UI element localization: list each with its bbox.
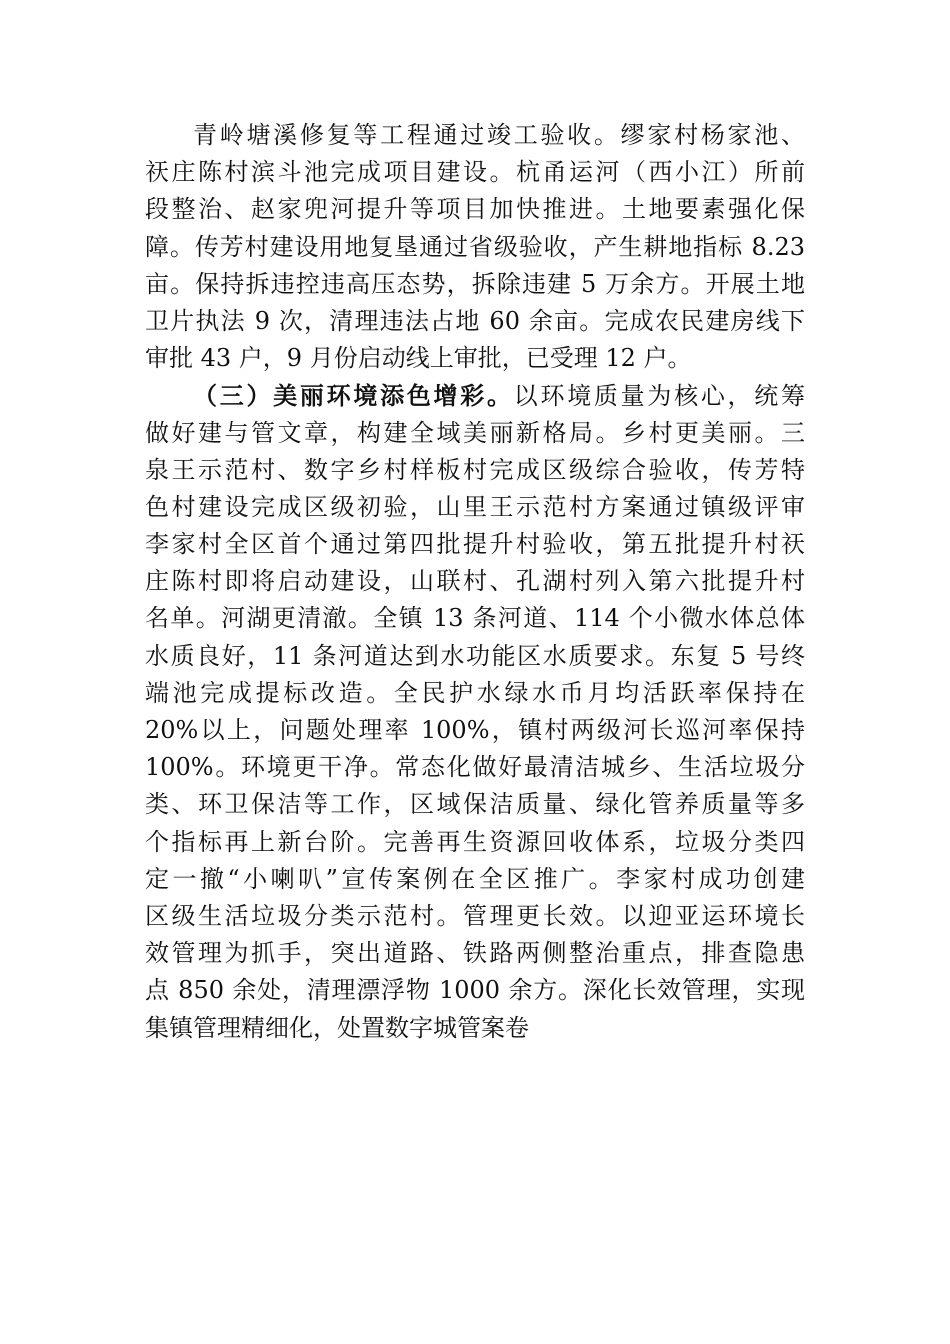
paragraph-line: 亩。保持拆违控违高压态势，拆除违建 5 万余方。开展土地 [145, 269, 805, 298]
paragraph-line: 做好建与管文章，构建全域美丽新格局。乡村更美丽。三 [145, 418, 805, 447]
paragraph-line: 李家村全区首个通过第四批提升村验收，第五批提升村祆 [145, 530, 805, 559]
paragraph-line: 名单。河湖更清澈。全镇 13 条河道、114 个小微水体总体 [145, 604, 805, 633]
paragraph-line: 庄陈村即将启动建设，山联村、孔湖村列入第六批提升村 [145, 567, 805, 596]
paragraph-line: 类、环卫保洁等工作，区域保洁质量、绿化管养质量等多 [145, 790, 805, 819]
paragraph-line: 端池完成提标改造。全民护水绿水币月均活跃率保持在 [145, 678, 805, 707]
paragraph-first-line [145, 377, 805, 414]
paragraph-line: 20%以上，问题处理率 100%，镇村两级河长巡河率保持 [145, 716, 805, 744]
paragraph-line: 区级生活垃圾分类示范村。管理更长效。以迎亚运环境长 [145, 901, 805, 930]
section-heading: （三）美丽环境添色增彩。 [193, 381, 514, 411]
paragraph-line: 集镇管理精细化，处置数字城管案卷 [145, 1013, 529, 1042]
paragraph-line: 祆庄陈村滨斗池完成项目建设。杭甬运河（西小江）所前 [145, 158, 805, 187]
paragraph-line: 卫片执法 9 次，清理违法占地 60 余亩。完成农民建房线下 [145, 306, 805, 335]
paragraph-line: 点 850 余处，清理漂浮物 1000 余方。深化长效管理，实现 [145, 976, 805, 1005]
paragraph-line: 审批 43 户，9 月份启动线上审批，已受理 12 户。 [145, 344, 692, 373]
paragraph-line: 水质良好，11 条河道达到水功能区水质要求。东复 5 号终 [145, 641, 805, 670]
paragraph-line: 个指标再上新台阶。完善再生资源回收体系，垃圾分类四 [145, 827, 805, 856]
paragraph-line: 色村建设完成区级初验，山里王示范村方案通过镇级评审 [145, 492, 805, 521]
paragraph-line: 100%。环境更干净。常态化做好最清洁城乡、生活垃圾分 [145, 753, 805, 782]
paragraph-line: 障。传芳村建设用地复垦通过省级验收，产生耕地指标 8.23 [145, 232, 805, 261]
paragraph-text: 以环境质量为核心，统筹 [513, 382, 806, 411]
paragraph-line: 定一撤“小喇叭”宣传案例在全区推广。李家村成功创建 [145, 864, 805, 893]
paragraph-line: 青岭塘溪修复等工程通过竣工验收。缪家村杨家池、 [193, 121, 805, 149]
body-text [145, 117, 805, 1047]
paragraph-line: 泉王示范村、数字乡村样板村完成区级综合验收，传芳特 [145, 455, 805, 484]
paragraph-line: 效管理为抓手，突出道路、铁路两侧整治重点，排查隐患 [145, 939, 805, 968]
paragraph-line: 段整治、赵家兜河提升等项目加快推进。土地要素强化保 [145, 195, 805, 224]
